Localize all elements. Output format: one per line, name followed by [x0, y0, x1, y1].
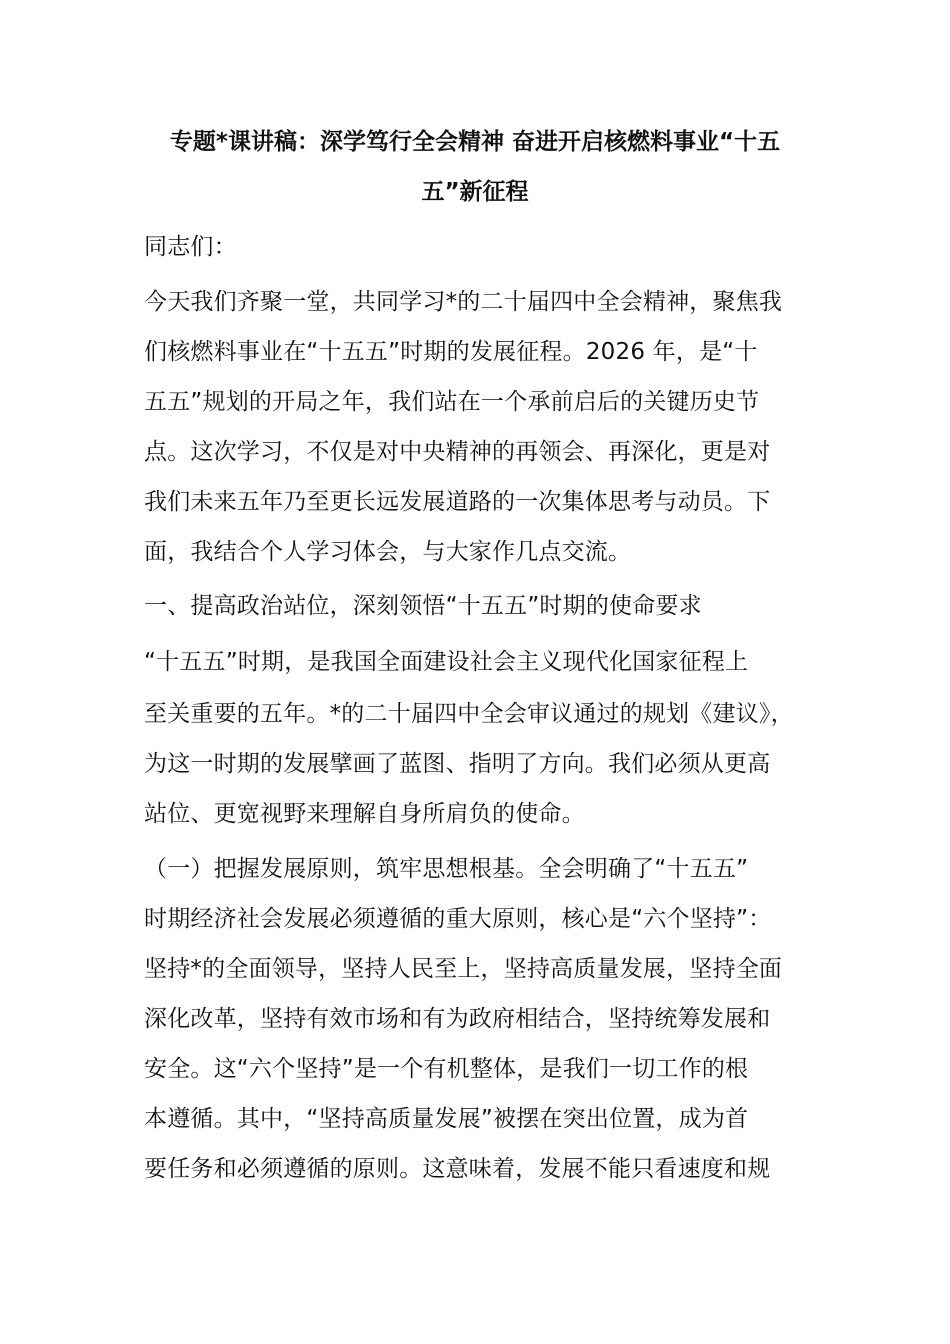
- body-line: 点。这次学习，不仅是对中央精神的再领会、再深化，更是对: [144, 439, 771, 465]
- body-line: 站位、更宽视野来理解自身所肩负的使命。: [144, 801, 585, 827]
- body-line: 本遵循。其中，“坚持高质量发展”被摆在突出位置，成为首: [144, 1106, 749, 1132]
- body-line: 至关重要的五年。*的二十届四中全会审议通过的规划《建议》，: [144, 701, 794, 727]
- body-line: 时期经济社会发展必须遵循的重大原则，核心是“六个坚持”：: [144, 906, 772, 932]
- subsection-line: （一）把握发展原则，筑牢思想根基。全会明确了“十五五”: [144, 856, 749, 882]
- body-line: 安全。这“六个坚持”是一个有机整体，是我们一切工作的根: [144, 1056, 749, 1082]
- salutation: 同志们：: [144, 234, 237, 260]
- body-line: “十五五”时期，是我国全面建设社会主义现代化国家征程上: [144, 649, 749, 675]
- body-line: 深化改革，坚持有效市场和有为政府相结合，坚持统筹发展和: [144, 1006, 771, 1032]
- document-title: [140, 117, 810, 217]
- body-line: 为这一时期的发展擘画了蓝图、指明了方向。我们必须从更高: [144, 751, 771, 777]
- body-line: 们核燃料事业在“十五五”时期的发展征程。2026 年，是“十: [144, 339, 758, 365]
- body-line: 面，我结合个人学习体会，与大家作几点交流。: [144, 539, 632, 565]
- title-line-1: 专题*课讲稿：深学笃行全会精神 奋进开启核燃料事业“十五: [169, 129, 781, 155]
- title-line-2: 五”新征程: [421, 179, 529, 205]
- body-line: 我们未来五年乃至更长远发展道路的一次集体思考与动员。下: [144, 489, 771, 515]
- body-line: 要任务和必须遵循的原则。这意味着，发展不能只看速度和规: [144, 1156, 771, 1182]
- body-line: 五五”规划的开局之年，我们站在一个承前启后的关键历史节: [144, 389, 760, 415]
- body-line: 坚持*的全面领导，坚持人民至上，坚持高质量发展，坚持全面: [144, 956, 783, 982]
- body-line: 今天我们齐聚一堂，共同学习*的二十届四中全会精神，聚焦我: [144, 289, 783, 315]
- section-heading: 一、提高政治站位，深刻领悟“十五五”时期的使命要求: [144, 593, 702, 619]
